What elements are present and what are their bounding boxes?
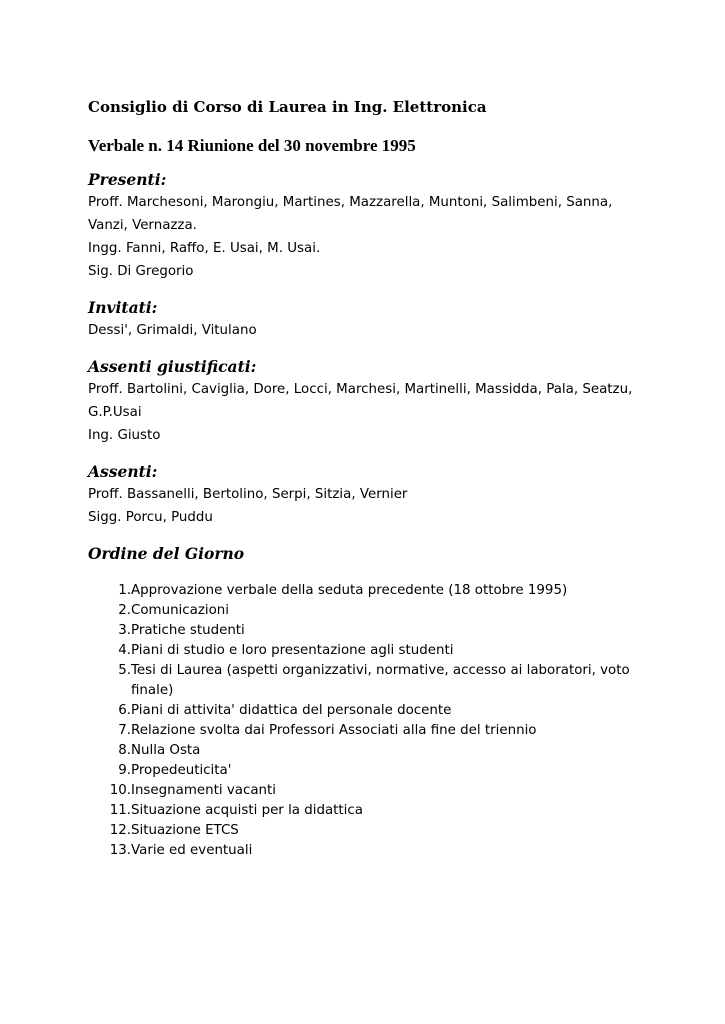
assenti-line: Sigg. Porcu, Puddu (88, 510, 213, 525)
agenda-item (88, 641, 688, 661)
section-heading-invitati: Invitati: (88, 298, 158, 317)
agenda-item-text: Situazione ETCS (131, 823, 239, 838)
agenda-item (88, 601, 688, 621)
agenda-item-text: Pratiche studenti (131, 623, 245, 638)
assenti-line: Proff. Bassanelli, Bertolino, Serpi, Sitzia, Vernier (88, 487, 408, 502)
agenda-item-text: Piani di studio e loro presentazione agli studenti (131, 643, 454, 658)
presenti-line: Sig. Di Gregorio (88, 264, 194, 279)
agenda-list (88, 581, 688, 861)
agenda-item (88, 761, 688, 781)
agenda-item-text: Propedeuticita' (131, 763, 232, 778)
assenti-giustificati-line: Ing. Giusto (88, 428, 161, 443)
section-heading-ordine: Ordine del Giorno (88, 544, 245, 563)
agenda-item-text: Tesi di Laurea (aspetti organizzativi, normative, accesso ai laboratori, voto finale) (131, 663, 630, 698)
agenda-item-number: 9. (118, 763, 131, 778)
agenda-item (88, 841, 688, 861)
agenda-item-text: Piani di attivita' didattica del personale docente (131, 703, 452, 718)
agenda-item (88, 701, 688, 721)
section-ordine-del-giorno (88, 543, 688, 861)
section-presenti (88, 169, 688, 283)
agenda-item-text: Comunicazioni (131, 603, 229, 618)
presenti-line: Proff. Marchesoni, Marongiu, Martines, Mazzarella, Muntoni, Salimbeni, Sanna, (88, 195, 613, 210)
section-heading-presenti: Presenti: (88, 170, 167, 189)
assenti-giustificati-line: G.P.Usai (88, 405, 142, 420)
section-assenti-giustificati (88, 356, 688, 447)
agenda-item (88, 721, 688, 741)
agenda-item (88, 661, 688, 701)
agenda-item-text: Nulla Osta (131, 743, 201, 758)
agenda-item (88, 801, 688, 821)
document-subtitle: Verbale n. 14 Riunione del 30 novembre 1995 (88, 136, 416, 155)
assenti-giustificati-line: Proff. Bartolini, Caviglia, Dore, Locci, Marchesi, Martinelli, Massidda, Pala, Seatzu, (88, 382, 633, 397)
agenda-item-number: 6. (118, 703, 131, 718)
agenda-item-number: 2. (118, 603, 131, 618)
agenda-item-text: Varie ed eventuali (131, 843, 253, 858)
section-heading-assenti-giustificati: Assenti giustificati: (88, 357, 257, 376)
agenda-item-text: Situazione acquisti per la didattica (131, 803, 363, 818)
agenda-item-number: 13. (109, 843, 131, 858)
agenda-item-number: 4. (118, 643, 131, 658)
agenda-item (88, 741, 688, 761)
agenda-item-number: 11. (109, 803, 131, 818)
agenda-item-number: 3. (118, 623, 131, 638)
agenda-item-text: Relazione svolta dai Professori Associati alla fine del triennio (131, 723, 537, 738)
agenda-item-text: Approvazione verbale della seduta precedente (18 ottobre 1995) (131, 583, 568, 598)
document-title: Consiglio di Corso di Laurea in Ing. Elettronica (88, 98, 487, 116)
presenti-line: Ingg. Fanni, Raffo, E. Usai, M. Usai. (88, 241, 321, 256)
section-assenti (88, 461, 688, 529)
section-heading-assenti: Assenti: (88, 462, 158, 481)
agenda-item-number: 12. (109, 823, 131, 838)
agenda-item-number: 5. (118, 663, 131, 678)
agenda-item-number: 7. (118, 723, 131, 738)
section-invitati (88, 297, 688, 342)
agenda-item-number: 8. (118, 743, 131, 758)
agenda-item (88, 581, 688, 601)
agenda-item (88, 621, 688, 641)
document-page (88, 96, 688, 861)
agenda-item-text: Insegnamenti vacanti (131, 783, 276, 798)
presenti-line: Vanzi, Vernazza. (88, 218, 197, 233)
agenda-item-number: 1. (118, 583, 131, 598)
agenda-item (88, 821, 688, 841)
invitati-line: Dessi', Grimaldi, Vitulano (88, 323, 257, 338)
agenda-item-number: 10. (109, 783, 131, 798)
agenda-item (88, 781, 688, 801)
